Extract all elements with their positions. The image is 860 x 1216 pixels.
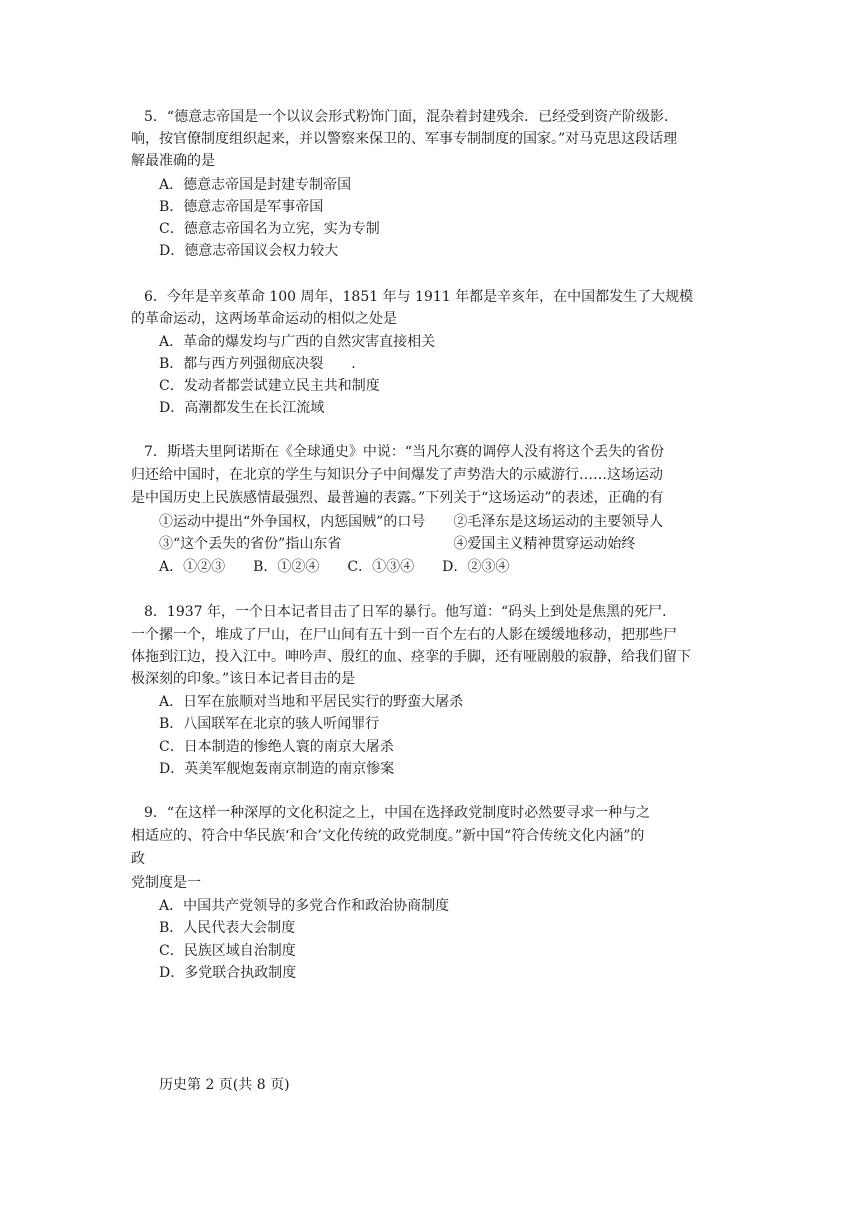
q6-option-b: B．都与西方列强彻底决裂 . xyxy=(159,356,356,372)
q7-stem-line-3: 是中国历史上民族感情最强烈、最普遍的表露。”下列关于“这场运动”的表述，正确的有 xyxy=(131,490,664,506)
q9-option-b: B．人民代表大会制度 xyxy=(159,920,296,936)
q6-stem-line-1: 6．今年是辛亥革命 100 周年，1851 年与 1911 年都是辛亥年，在中国都发生了大规模 xyxy=(144,289,694,305)
q9-stem-line-3: 政 xyxy=(131,851,145,867)
q9-stem-line-1: 9．“在这样一种深厚的文化积淀之上，中国在选择政党制度时必然要寻求一种与之 xyxy=(144,805,651,821)
q6-stem-line-2: 的革命运动，这两场革命运动的相似之处是 xyxy=(131,311,397,327)
q6-option-d: D．高潮都发生在长江流域 xyxy=(159,400,325,416)
q7-answer-choices: A．①②③ B．①②④ C．①③④ D．②③④ xyxy=(159,559,510,575)
q8-stem-line-2: 一个摞一个，堆成了尸山，在尸山间有五十到一百个左右的人影在缓缓地移动，把那些尸 xyxy=(131,627,677,643)
q8-option-a: A．日军在旅顺对当地和平居民实行的野蛮大屠杀 xyxy=(159,694,464,710)
q5-option-c: C．德意志帝国名为立宪，实为专制 xyxy=(159,221,380,237)
page-footer: 历史第 2 页(共 8 页) xyxy=(159,1077,290,1093)
q5-stem-line-1: 5．“德意志帝国是一个以议会形式粉饰门面，混杂着封建残余．已经受到资产阶级影． xyxy=(144,109,679,125)
q9-stem-line-4: 党制度是一 xyxy=(131,875,201,891)
q8-stem-line-1: 8．1937 年，一个日本记者目击了日军的暴行。他写道：“码头上到处是焦黑的死尸． xyxy=(144,604,677,620)
q8-option-b: B．八国联军在北京的骇人听闻罪行 xyxy=(159,716,380,732)
q6-option-a: A．革命的爆发均与广西的自然灾害直接相关 xyxy=(159,334,436,350)
q8-stem-line-4: 极深刻的印象。”该日本记者目击的是 xyxy=(131,671,356,687)
q5-option-a: A．德意志帝国是封建专制帝国 xyxy=(159,177,352,193)
q7-stem-line-1: 7．斯塔夫里阿诺斯在《全球通史》中说：“当凡尔赛的调停人没有将这个丢失的省份 xyxy=(144,444,665,460)
q6-option-c: C．发动者都尝试建立民主共和制度 xyxy=(159,378,380,394)
q7-statement-row-2: ③“这个丢失的省份”指山东省 ④爱国主义精神贯穿运动始终 xyxy=(159,536,636,552)
q9-option-a: A．中国共产党领导的多党合作和政治协商制度 xyxy=(159,898,450,914)
q7-statement-row-1: ①运动中提出“外争国权，内惩国贼”的口号 ②毛泽东是这场运动的主要领导人 xyxy=(159,514,664,530)
q5-option-d: D．德意志帝国议会权力较大 xyxy=(159,243,339,259)
q9-stem-line-2: 相适应的、符合中华民族‘和合’文化传统的政党制度。”新中国“符合传统文化内涵”的 xyxy=(131,828,645,844)
q8-option-c: C．日本制造的惨绝人寰的南京大屠杀 xyxy=(159,739,394,755)
q7-stem-line-2: 归还给中国时，在北京的学生与知识分子中间爆发了声势浩大的示威游行……这场运动 xyxy=(131,467,663,483)
q5-option-b: B．德意志帝国是军事帝国 xyxy=(159,199,324,215)
q8-option-d: D．英美军舰炮轰南京制造的南京惨案 xyxy=(159,761,395,777)
q5-stem-line-3: 解最准确的是 xyxy=(131,153,215,169)
q5-stem-line-2: 响，按官僚制度组织起来，并以警察来保卫的、军事专制制度的国家。”对马克思这段话理 xyxy=(131,131,678,147)
q8-stem-line-3: 体拖到江边，投入江中。呻吟声、殷红的血、痉挛的手脚，还有哑剧般的寂静，给我们留下 xyxy=(131,649,691,665)
q9-option-d: D．多党联合执政制度 xyxy=(159,965,297,981)
q9-option-c: C．民族区域自治制度 xyxy=(159,943,296,959)
